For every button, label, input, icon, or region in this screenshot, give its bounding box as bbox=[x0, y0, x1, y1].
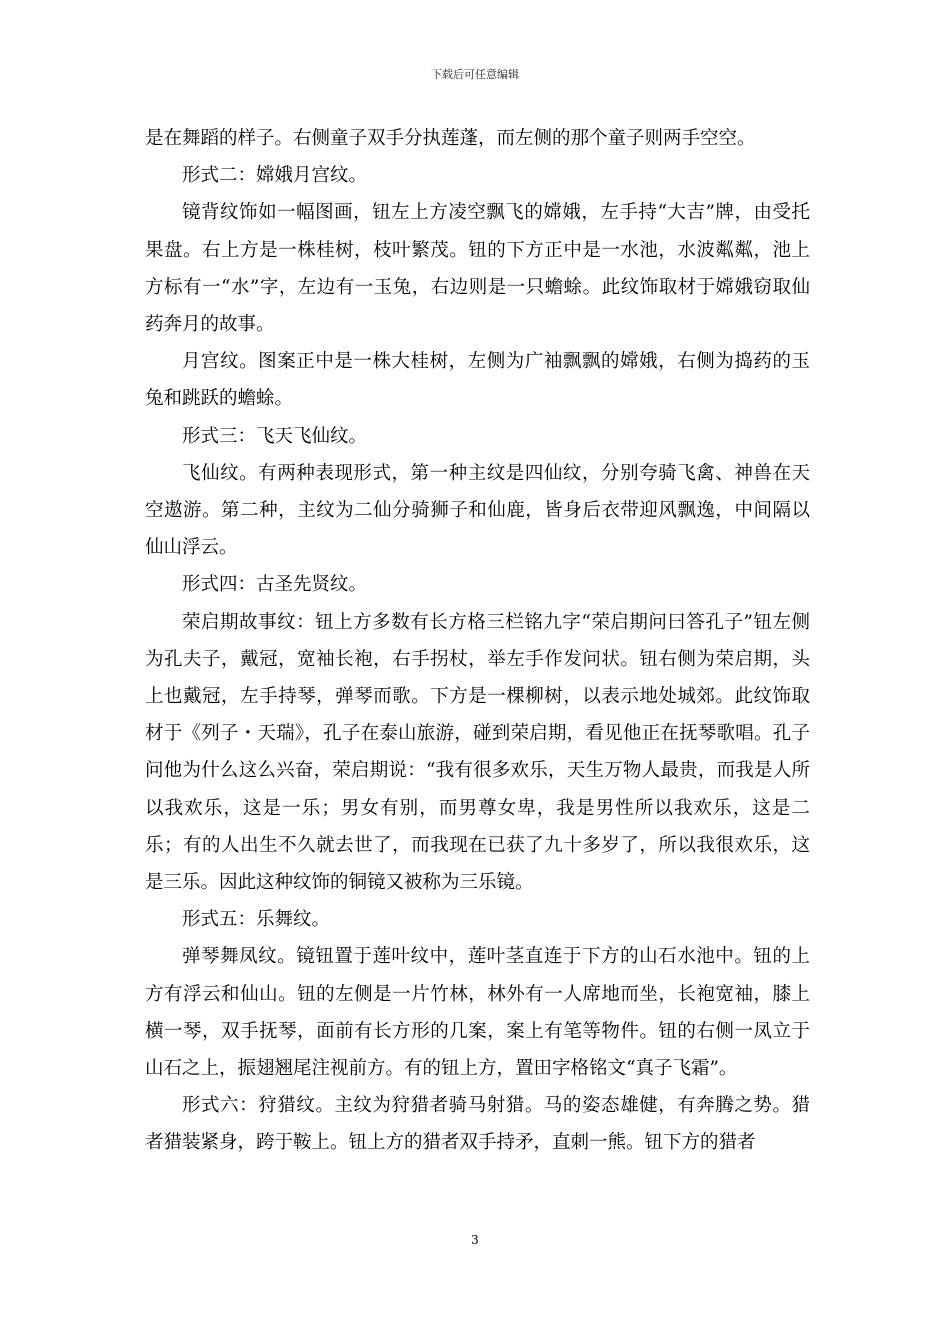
paragraph: 是在舞蹈的样子。右侧童子双手分执莲蓬，而左侧的那个童子则两手空空。 bbox=[145, 128, 756, 149]
paragraph: 形式六：狩猎纹。主纹为狩猎者骑马射猎。马的姿态雄健，有奔腾之势。猎者猎装紧身，跨于鞍上。钮上方的猎者双手持矛，直刺一熊。钮下方的猎者 bbox=[145, 1095, 810, 1154]
page-header: 下载后可任意编辑 bbox=[431, 68, 519, 81]
paragraph: 荣启期故事纹：钮上方多数有长方格三栏铭九字“荣启期问曰答孔子”钮左侧为孔夫子，戴冠，宽袖长袍，右手拐杖，举左手作发问状。钮右侧为荣启期，头上也戴冠，左手持琴，弹琴而歌。下方是一棵柳树，以表示地处城郊。此纹饰取材于《列子・天瑞》，孔子在泰山旅游，碰到荣启期，看见他正在抚琴歌唱。孔子问他为什么这么兴奋，荣启期说：“我有很多欢乐，天生万物人最贵，而我是人所以我欢乐，这是一乐；男女有别，而男尊女卑，我是男性所以我欢乐，这是二乐；有的人出生不久就去世了，而我现在已获了九十多岁了，所以我很欢乐，这是三乐。因此这种纹饰的铜镜又被称为三乐镜。 bbox=[145, 611, 810, 894]
paragraph: 月宫纹。图案正中是一株大桂树，左侧为广袖飘飘的嫦娥，右侧为捣药的玉兔和跳跃的蟾蜍。 bbox=[145, 351, 810, 410]
paragraph: 弹琴舞凤纹。镜钮置于莲叶纹中，莲叶茎直连于下方的山石水池中。钮的上方有浮云和仙山。钮的左侧是一片竹林，林外有一人席地而坐，长袍宽袖，膝上横一琴，双手抚琴，面前有长方形的几案，案上有笔等物件。钮的右侧一凤立于山石之上，振翅翘尾注视前方。有的钮上方，置田字格铭文“真子飞霜”。 bbox=[145, 946, 810, 1080]
page-number: 3 bbox=[471, 1233, 479, 1247]
section-heading: 形式四：古圣先贤纹。 bbox=[182, 574, 368, 596]
paragraph: 镜背纹饰如一幅图画，钮左上方凌空飘飞的嫦娥，左手持“大吉”牌，由受托果盘。右上方是一株桂树，枝叶繁茂。钮的下方正中是一水池，水波粼粼，池上方标有一“水”字，左边有一玉兔，右边则是一只蟾蜍。此纹饰取材于嫦娥窃取仙药奔月的故事。 bbox=[145, 202, 810, 336]
section-heading: 形式二：嫦娥月宫纹。 bbox=[182, 165, 368, 187]
document-body bbox=[145, 120, 810, 1162]
paragraph: 飞仙纹。有两种表现形式，第一种主纹是四仙纹，分别夸骑飞禽、神兽在天空遨游。第二种，主纹为二仙分骑狮子和仙鹿，皆身后衣带迎风飘逸，中间隔以仙山浮云。 bbox=[145, 462, 810, 559]
section-heading: 形式三：飞天飞仙纹。 bbox=[182, 425, 368, 447]
section-heading: 形式五：乐舞纹。 bbox=[182, 909, 331, 931]
